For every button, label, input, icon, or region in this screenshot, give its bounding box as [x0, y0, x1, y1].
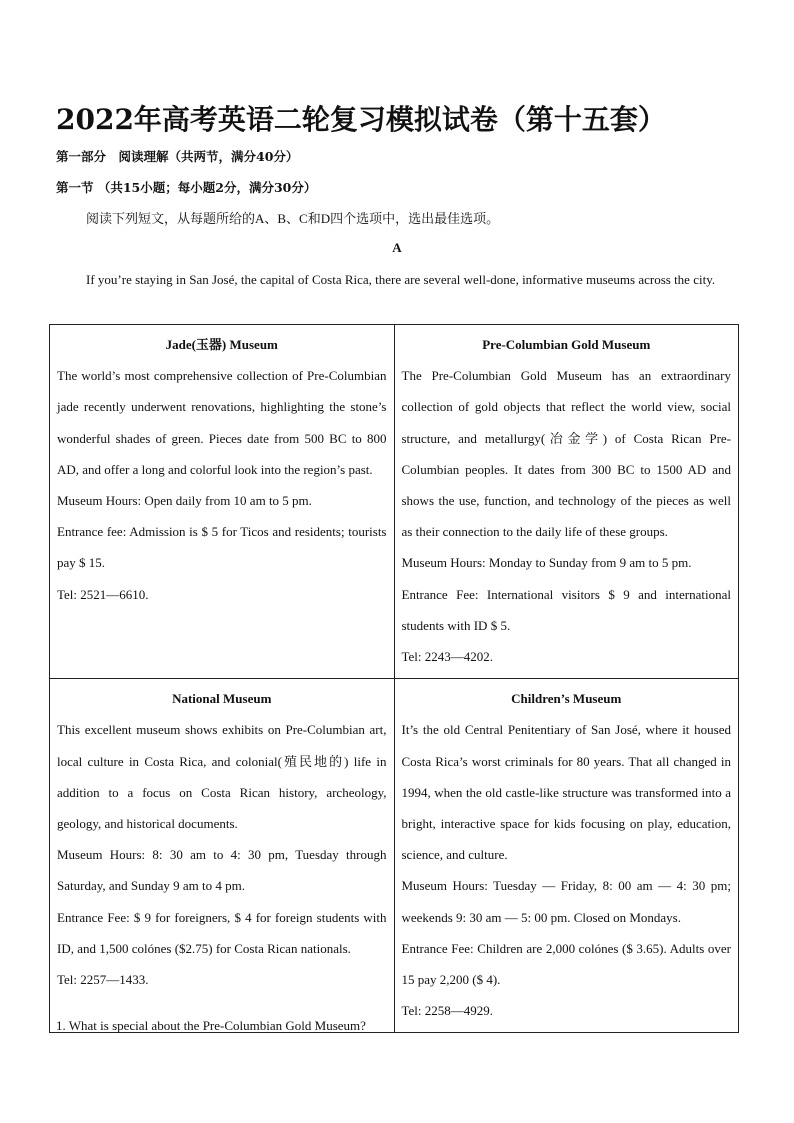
museum-hours: Museum Hours: Monday to Sunday from 9 am to 5 pm. [401, 555, 692, 571]
passage-intro: If you’re staying in San José, the capital of Costa Rica, there are several well-done, informative museums across the city. [86, 272, 716, 287]
part-heading: 第一部分 阅读理解（共两节，满分40分） [56, 149, 299, 164]
museum-tel: Tel: 2243—4202. [401, 649, 494, 665]
museum-fee: Entrance Fee: International visitors $ 9 and international students with ID $ 5. [401, 586, 731, 633]
museum-name: Pre-Columbian Gold Museum [482, 337, 651, 352]
museum-description: The Pre-Columbian Gold Museum has an extraordinary collection of gold objects that reflect the world view, social structure, and metallurgy(冶金学) of Costa Rican Pre- Columbian peoples. It dates from 300 BC to 1500 AD and shows the use, function, and technology of the pieces as well as their connection to the daily life of these groups. [401, 368, 731, 540]
page-title: 2022年高考英语二轮复习模拟试卷（第十五套） [56, 103, 666, 136]
museum-table [49, 324, 739, 1033]
museum-name: Children’s Museum [511, 691, 622, 707]
museum-tel: Tel: 2521—6610. [57, 586, 149, 602]
instruction-text: 阅读下列短文，从每题所给的A、B、C和D四个选项中，选出最佳选项。 [86, 211, 500, 226]
museum-cell [50, 679, 395, 1033]
museum-hours: Museum Hours: 8: 30 am to 4: 30 pm, Tuesday through Saturday, and Sunday 9 am to 4 pm. [57, 847, 387, 894]
museum-cell [394, 679, 739, 1033]
museum-hours: Museum Hours: Tuesday — Friday, 8: 00 am — 4: 30 pm; weekends 9: 30 am — 5: 00 pm. Closed on Mondays. [401, 878, 731, 925]
museum-fee: Entrance Fee: $ 9 for foreigners, $ 4 for foreign students with ID, and 1,500 colónes ($2.75) for Costa Rican nationals. [57, 909, 387, 956]
museum-tel: Tel: 2257—1433. [57, 972, 149, 988]
museum-tel: Tel: 2258—4929. [401, 1003, 494, 1019]
museum-hours: Museum Hours: Open daily from 10 am to 5 pm. [57, 493, 312, 509]
museum-description: This excellent museum shows exhibits on Pre-Columbian art, local culture in Costa Rica, and colonial(殖民地的) life in addition to a focus on Costa Rican history, archeology, geology, and historical documents. [57, 722, 387, 832]
question-1: 1. What is special about the Pre-Columbian Gold Museum? [56, 1018, 366, 1033]
museum-description: It’s the old Central Penitentiary of San José, where it housed Costa Rica’s worst criminals for 80 years. That all changed in 1994, when the old castle-like structure was transformed into a bright, interactive space for kids focusing on play, education, science, and culture. [401, 722, 731, 863]
museum-cell [394, 325, 739, 679]
passage-label: A [392, 240, 402, 255]
museum-fee: Entrance fee: Admission is $ 5 for Ticos and residents; tourists pay $ 15. [57, 524, 387, 571]
museum-cell [50, 325, 395, 679]
museum-description: The world’s most comprehensive collection of Pre-Columbian jade recently underwent renovations, highlighting the stone’s wonderful shades of green. Pieces date from 500 BC to 800 AD, and offer a long and colorful look into the region’s past. [57, 368, 387, 477]
museum-name: National Museum [172, 691, 272, 707]
museum-fee: Entrance Fee: Children are 2,000 colónes ($ 3.65). Adults over 15 pay 2,200 ($ 4). [401, 940, 731, 988]
section-heading: 第一节 （共15小题；每小题2分，满分30分） [56, 180, 317, 195]
museum-name: Jade(玉器) Museum [165, 337, 278, 352]
